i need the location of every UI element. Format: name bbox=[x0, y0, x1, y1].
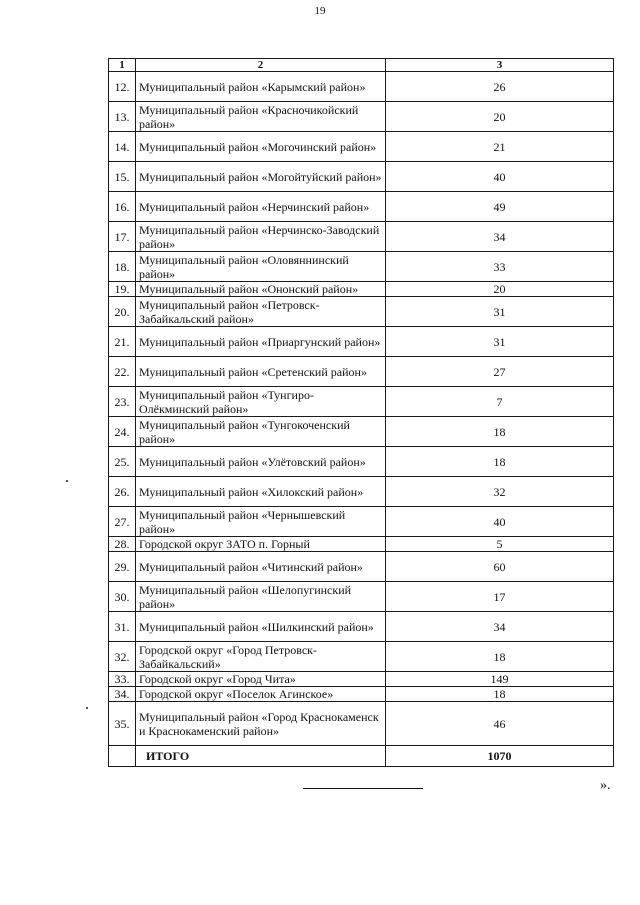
row-number: 28. bbox=[109, 537, 136, 552]
row-value: 46 bbox=[386, 702, 614, 746]
total-value: 1070 bbox=[386, 746, 614, 767]
signature-line bbox=[303, 788, 423, 789]
row-number: 21. bbox=[109, 327, 136, 357]
row-name: Муниципальный район «Читинский район» bbox=[136, 552, 386, 582]
table-row bbox=[109, 612, 614, 642]
margin-dot bbox=[86, 707, 88, 709]
row-number: 27. bbox=[109, 507, 136, 537]
total-number bbox=[109, 746, 136, 767]
row-number: 22. bbox=[109, 357, 136, 387]
row-name: Муниципальный район «Петровск-Забайкальский район» bbox=[136, 297, 386, 327]
row-value: 17 bbox=[386, 582, 614, 612]
row-name: Муниципальный район «Нерчинско-Заводский район» bbox=[136, 222, 386, 252]
row-name: Муниципальный район «Сретенский район» bbox=[136, 357, 386, 387]
row-value: 7 bbox=[386, 387, 614, 417]
row-number: 34. bbox=[109, 687, 136, 702]
table-row bbox=[109, 357, 614, 387]
row-value: 27 bbox=[386, 357, 614, 387]
row-value: 60 bbox=[386, 552, 614, 582]
row-number: 18. bbox=[109, 252, 136, 282]
row-name: Муниципальный район «Приаргунский район» bbox=[136, 327, 386, 357]
table-row bbox=[109, 132, 614, 162]
row-number: 13. bbox=[109, 102, 136, 132]
row-value: 33 bbox=[386, 252, 614, 282]
row-number: 20. bbox=[109, 297, 136, 327]
table-row bbox=[109, 387, 614, 417]
row-number: 33. bbox=[109, 672, 136, 687]
row-name: Муниципальный район «Нерчинский район» bbox=[136, 192, 386, 222]
column-header-name: 2 bbox=[136, 59, 386, 72]
row-name: Муниципальный район «Ононский район» bbox=[136, 282, 386, 297]
row-value: 18 bbox=[386, 687, 614, 702]
row-name: Муниципальный район «Могочинский район» bbox=[136, 132, 386, 162]
table-row bbox=[109, 72, 614, 102]
page-number: 19 bbox=[314, 5, 326, 17]
table-row bbox=[109, 672, 614, 687]
row-number: 23. bbox=[109, 387, 136, 417]
table-row bbox=[109, 417, 614, 447]
row-number: 35. bbox=[109, 702, 136, 746]
total-label: ИТОГО bbox=[136, 746, 386, 767]
column-header-value: 3 bbox=[386, 59, 614, 72]
row-name: Муниципальный район «Тунгокоченский район» bbox=[136, 417, 386, 447]
row-value: 21 bbox=[386, 132, 614, 162]
row-number: 29. bbox=[109, 552, 136, 582]
row-value: 49 bbox=[386, 192, 614, 222]
row-name: Муниципальный район «Оловяннинский район» bbox=[136, 252, 386, 282]
table-row bbox=[109, 447, 614, 477]
row-name: Муниципальный район «Улётовский район» bbox=[136, 447, 386, 477]
row-number: 26. bbox=[109, 477, 136, 507]
margin-dot bbox=[66, 480, 68, 482]
table-row bbox=[109, 477, 614, 507]
row-number: 32. bbox=[109, 642, 136, 672]
row-value: 149 bbox=[386, 672, 614, 687]
row-number: 17. bbox=[109, 222, 136, 252]
table-row bbox=[109, 222, 614, 252]
row-name: Муниципальный район «Карымский район» bbox=[136, 72, 386, 102]
row-name: Муниципальный район «Хилокский район» bbox=[136, 477, 386, 507]
row-value: 34 bbox=[386, 612, 614, 642]
table-row bbox=[109, 162, 614, 192]
row-name: Муниципальный район «Тунгиро-Олёкминский район» bbox=[136, 387, 386, 417]
table-header-row bbox=[109, 59, 614, 72]
table-row bbox=[109, 537, 614, 552]
end-quote-mark: ». bbox=[600, 778, 611, 793]
row-value: 31 bbox=[386, 297, 614, 327]
row-number: 25. bbox=[109, 447, 136, 477]
row-value: 26 bbox=[386, 72, 614, 102]
row-value: 20 bbox=[386, 282, 614, 297]
row-number: 14. bbox=[109, 132, 136, 162]
row-number: 24. bbox=[109, 417, 136, 447]
row-number: 30. bbox=[109, 582, 136, 612]
table-row bbox=[109, 642, 614, 672]
column-header-number: 1 bbox=[109, 59, 136, 72]
row-value: 34 bbox=[386, 222, 614, 252]
row-value: 20 bbox=[386, 102, 614, 132]
row-value: 18 bbox=[386, 642, 614, 672]
table-row bbox=[109, 252, 614, 282]
table-row bbox=[109, 507, 614, 537]
row-value: 40 bbox=[386, 507, 614, 537]
row-name: Городской округ «Город Чита» bbox=[136, 672, 386, 687]
row-name: Муниципальный район «Красночикойский район» bbox=[136, 102, 386, 132]
row-name: Муниципальный район «Шелопугинский район» bbox=[136, 582, 386, 612]
row-name: Муниципальный район «Город Краснокаменск и Краснокаменский район» bbox=[136, 702, 386, 746]
row-value: 18 bbox=[386, 417, 614, 447]
table-row bbox=[109, 702, 614, 746]
table-row bbox=[109, 192, 614, 222]
row-value: 31 bbox=[386, 327, 614, 357]
table-total-row bbox=[109, 746, 614, 767]
table-row bbox=[109, 687, 614, 702]
row-value: 5 bbox=[386, 537, 614, 552]
row-number: 19. bbox=[109, 282, 136, 297]
table-row bbox=[109, 582, 614, 612]
row-value: 32 bbox=[386, 477, 614, 507]
row-name: Городской округ «Город Петровск-Забайкальский» bbox=[136, 642, 386, 672]
row-name: Муниципальный район «Чернышевский район» bbox=[136, 507, 386, 537]
row-value: 40 bbox=[386, 162, 614, 192]
row-number: 12. bbox=[109, 72, 136, 102]
row-name: Муниципальный район «Шилкинский район» bbox=[136, 612, 386, 642]
table-row bbox=[109, 327, 614, 357]
row-name: Муниципальный район «Могойтуйский район» bbox=[136, 162, 386, 192]
row-name: Городской округ «Поселок Агинское» bbox=[136, 687, 386, 702]
table-body bbox=[109, 72, 614, 767]
row-name: Городской округ ЗАТО п. Горный bbox=[136, 537, 386, 552]
row-number: 16. bbox=[109, 192, 136, 222]
row-number: 31. bbox=[109, 612, 136, 642]
row-number: 15. bbox=[109, 162, 136, 192]
allocation-table bbox=[108, 58, 614, 767]
table-row bbox=[109, 282, 614, 297]
row-value: 18 bbox=[386, 447, 614, 477]
table-row bbox=[109, 552, 614, 582]
table-row bbox=[109, 297, 614, 327]
table-row bbox=[109, 102, 614, 132]
